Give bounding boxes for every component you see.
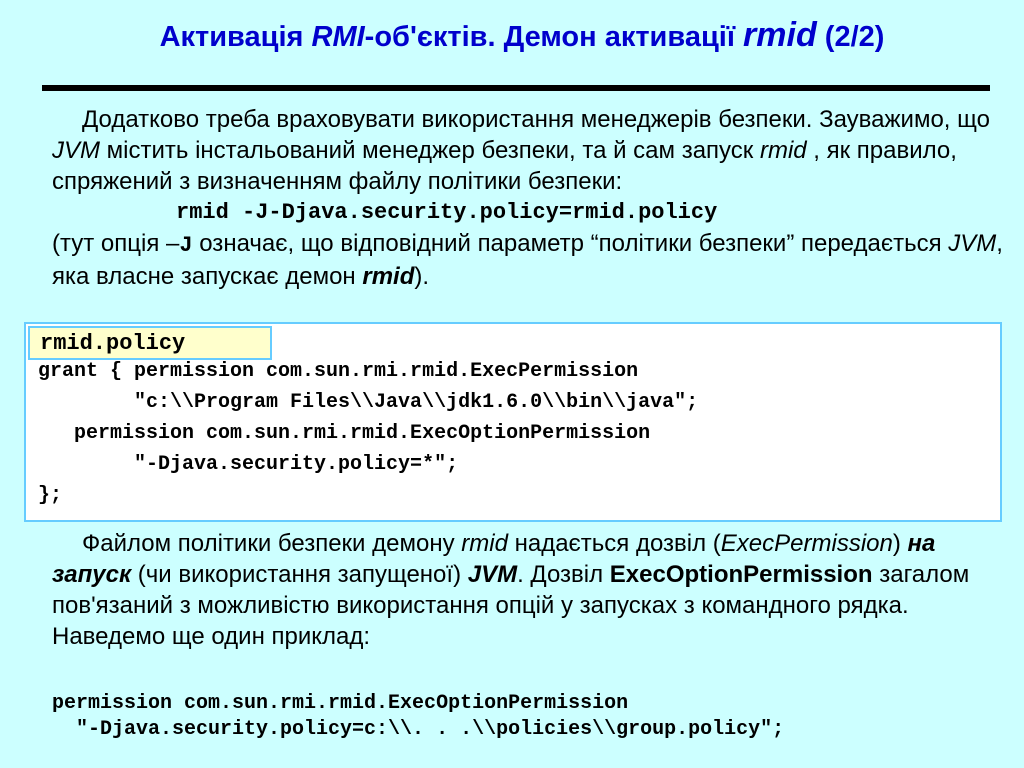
policy-file-box (24, 322, 1002, 522)
policy-line: }; (38, 484, 63, 507)
title-rmid: rmid (743, 16, 817, 54)
slide-title (0, 16, 1024, 55)
title-rmi: RMI (311, 21, 365, 53)
policy-file-tag: rmid.policy (28, 326, 272, 360)
example-code-line: "-Djava.security.policy=c:\\. . .\\policies\\group.policy"; (52, 718, 785, 741)
intro-paragraph: Додатково треба враховувати використання менеджерів безпеки. Зауважимо, що JVM містить інстальований менеджер безпеки, та й сам запуск rmid , як правило, спряжений з визначенням файлу політики безпеки: rmid -J-Djava.security.policy=rmid.policy (тут опція –J означає, що відповідний параметр “політики безпеки” передається JVM, яка власне запускає демон rmid). (52, 104, 1012, 292)
policy-line: "c:\\Program Files\\Java\\jdk1.6.0\\bin\\java"; (38, 391, 699, 414)
title-page-number: (2/2) (816, 21, 885, 53)
policy-line: grant { permission com.sun.rmi.rmid.ExecPermission (38, 360, 639, 383)
example-code-line: permission com.sun.rmi.rmid.ExecOptionPermission (52, 692, 629, 715)
explanation-paragraph: Файлом політики безпеки демону rmid надається дозвіл (ExecPermission) на запуск (чи використання запущеної) JVM. Дозвіл ExecOptionPermission загалом пов'язаний з можливістю використання опцій у запусках з командного рядка. Наведемо ще один приклад: (52, 530, 970, 650)
policy-line: "-Djava.security.policy=*"; (38, 453, 459, 476)
title-divider (42, 85, 990, 91)
rmid-command: rmid -J-Djava.security.policy=rmid.policy (176, 200, 718, 225)
policy-line: permission com.sun.rmi.rmid.ExecOptionPermission (38, 422, 651, 445)
title-text: Активація (159, 21, 312, 53)
title-text-2: -об'єктів. Демон активації (364, 21, 744, 53)
